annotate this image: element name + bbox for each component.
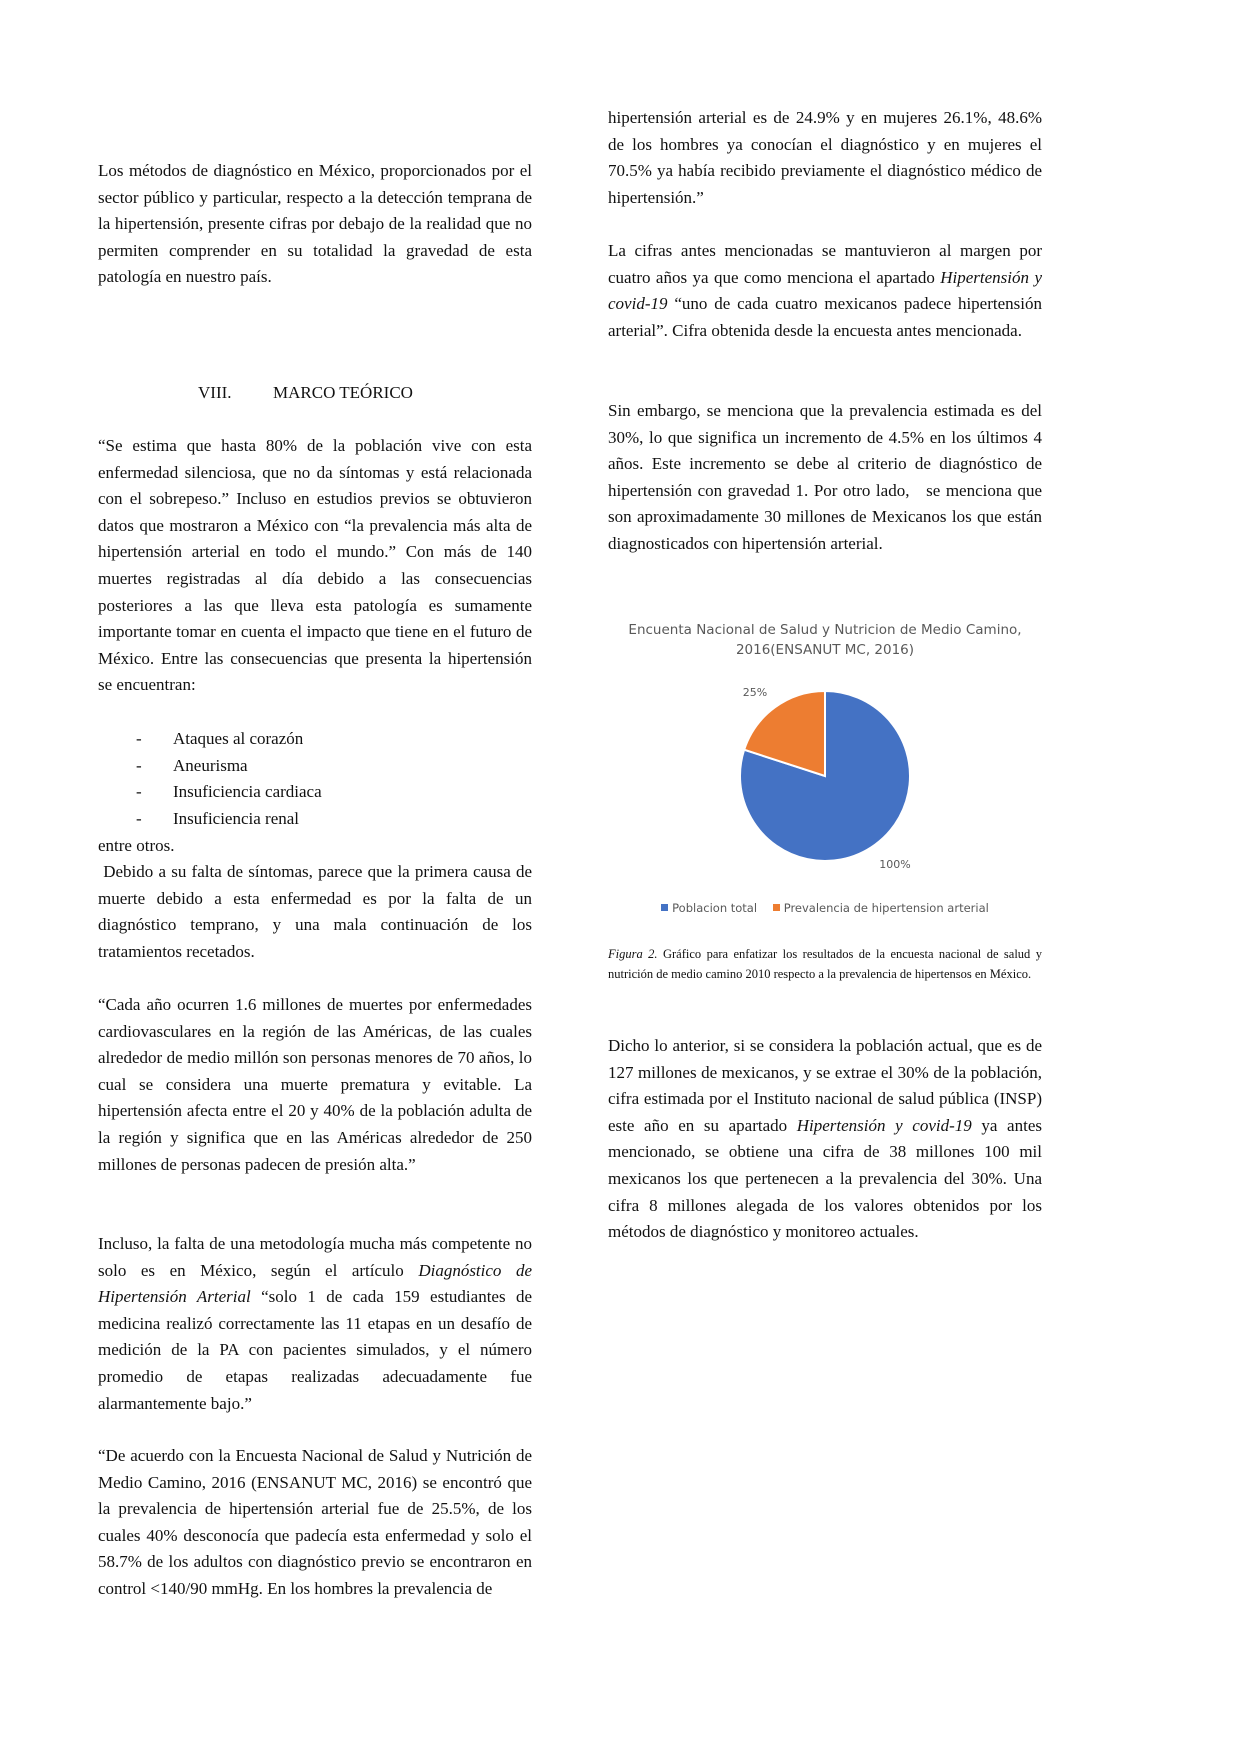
intro-paragraph: Los métodos de diagnóstico en México, proporcionados por el sector público y particular, respecto a la detección temprana de la hipertensión, presente cifras por debajo de la realidad que no permiten comprender en su totalidad la gravedad de esta patología en nuestro país. xyxy=(98,161,532,287)
legend-swatch xyxy=(773,904,780,911)
theory-paragraph-4: Incluso, la falta de una metodología mucha más competente no solo es en México, según el artículo Diagnóstico de Hipertensión Arterial “solo 1 de cada 159 estudiantes de medicina realizó correctamente las 11 etapas en un desafío de medición de la PA con pacientes simulados, y el número promedio de etapas realizadas adecuadamente fue alarmantemente bajo.” xyxy=(98,1234,533,1413)
figure-label: Figura 2. xyxy=(608,947,658,961)
list-item: - Ataques al corazón xyxy=(136,729,304,748)
right-paragraph-3: Sin embargo, se menciona que la prevalencia estimada es del 30%, lo que significa un incremento de 4.5% en los últimos 4 años. Este incremento se debe al criterio de diagnóstico de hipertensión con gravedad 1. Por otro lado, se menciona que son aproximadamente 30 millones de Mexicanos los que están diagnosticados con hipertensión arterial. xyxy=(608,401,1047,553)
right-paragraph-1: hipertensión arterial es de 24.9% y en mujeres 26.1%, 48.6% de los hombres ya conocían el diagnóstico y en mujeres el 70.5% ya había recibido previamente el diagnóstico médico de hipertensión.” xyxy=(608,108,1042,207)
legend-item xyxy=(773,901,989,915)
chart-title xyxy=(608,620,1042,660)
data-label: 100% xyxy=(879,858,911,871)
legend-label: Poblacion total xyxy=(672,900,758,915)
theory-paragraph-5: “De acuerdo con la Encuesta Nacional de Salud y Nutrición de Medio Camino, 2016 (ENSANUT MC, 2016) se encontró que la prevalencia de hipertensión arterial fue de 25.5%, de los cuales 40% desconocía que padecía esta enfermedad y solo el 58.7% de los adultos con diagnóstico previo se encontraron en control <140/90 mmHg. En los hombres la prevalencia de xyxy=(98,1446,532,1598)
chart-legend xyxy=(608,900,1042,915)
consequences-list xyxy=(98,726,532,832)
legend-swatch xyxy=(661,904,668,911)
section-title: MARCO TEÓRICO xyxy=(273,383,413,402)
data-label: 25% xyxy=(742,686,768,699)
section-number: VIII. xyxy=(198,383,232,402)
after-list-text: entre otros. xyxy=(98,836,175,855)
list-item: - Aneurisma xyxy=(136,755,248,775)
chart-title-line: 2016(ENSANUT MC, 2016) xyxy=(735,642,915,658)
theory-paragraph-2: Debido a su falta de síntomas, parece que la primera causa de muerte debido a esta enfermedad es por la falta de un diagnóstico temprano, y una mala continuación de los tratamientos recetados. xyxy=(98,862,537,961)
legend-item xyxy=(661,901,757,915)
chart-title-line: Encuenta Nacional de Salud y Nutricion de Medio Camino, xyxy=(628,622,1022,638)
right-paragraph-2: La cifras antes mencionadas se mantuvieron al margen por cuatro años ya que como menciona el apartado Hipertensión y covid-19 “uno de cada cuatro mexicanos padece hipertensión arterial”. Cifra obtenida desde la encuesta antes mencionada. xyxy=(608,241,1042,340)
legend-label: Prevalencia de hipertension arterial xyxy=(783,900,989,915)
theory-paragraph-3: “Cada año ocurren 1.6 millones de muertes por enfermedades cardiovasculares en la región de las Américas, de las cuales alrededor de medio millón son personas menores de 70 años, lo cual se considera una muerte prematura y evitable. La hipertensión afecta entre el 20 y 40% de la población adulta de la región y significa que en las Américas alrededor de 250 millones de personas padecen de presión alta.” xyxy=(98,995,532,1174)
list-item: - Insuficiencia cardiaca xyxy=(136,782,322,802)
figure-caption: Figura 2. Gráfico para enfatizar los resultados de la encuesta nacional de salud y nutrición de medio camino 2010 respecto a la prevalencia de hipertensos en México. xyxy=(608,947,1042,981)
theory-paragraph-1: “Se estima que hasta 80% de la población vive con esta enfermedad silenciosa, que no da síntomas y está relacionada con el sobrepeso.” Incluso en estudios previos se obtuvieron datos que mostraron a México con “la prevalencia más alta de hipertensión arterial en todo el mundo.” Con más de 140 muertes registradas al día debido a las consecuencias posteriores a las que lleva esta patología es sumamente importante tomar en cuenta el impacto que tiene en el futuro de México. Entre las consecuencias que presenta la hipertensión se encuentran: xyxy=(98,436,532,695)
list-item: - Insuficiencia renal xyxy=(136,808,300,828)
right-paragraph-4: Dicho lo anterior, si se considera la población actual, que es de 127 millones de mexicanos, y se extrae el 30% de la población, cifra estimada por el Instituto nacional de salud pública (INSP) este año en su apartado Hipertensión y covid-19 ya antes mencionado, se obtiene una cifra de 38 millones 100 mil mexicanos los que pertenecen a la prevalencia del 30%. Una cifra 8 millones alegada de los valores obtenidos por los métodos de diagnóstico y monitoreo actuales. xyxy=(608,1036,1042,1242)
pie-chart xyxy=(608,614,1042,924)
